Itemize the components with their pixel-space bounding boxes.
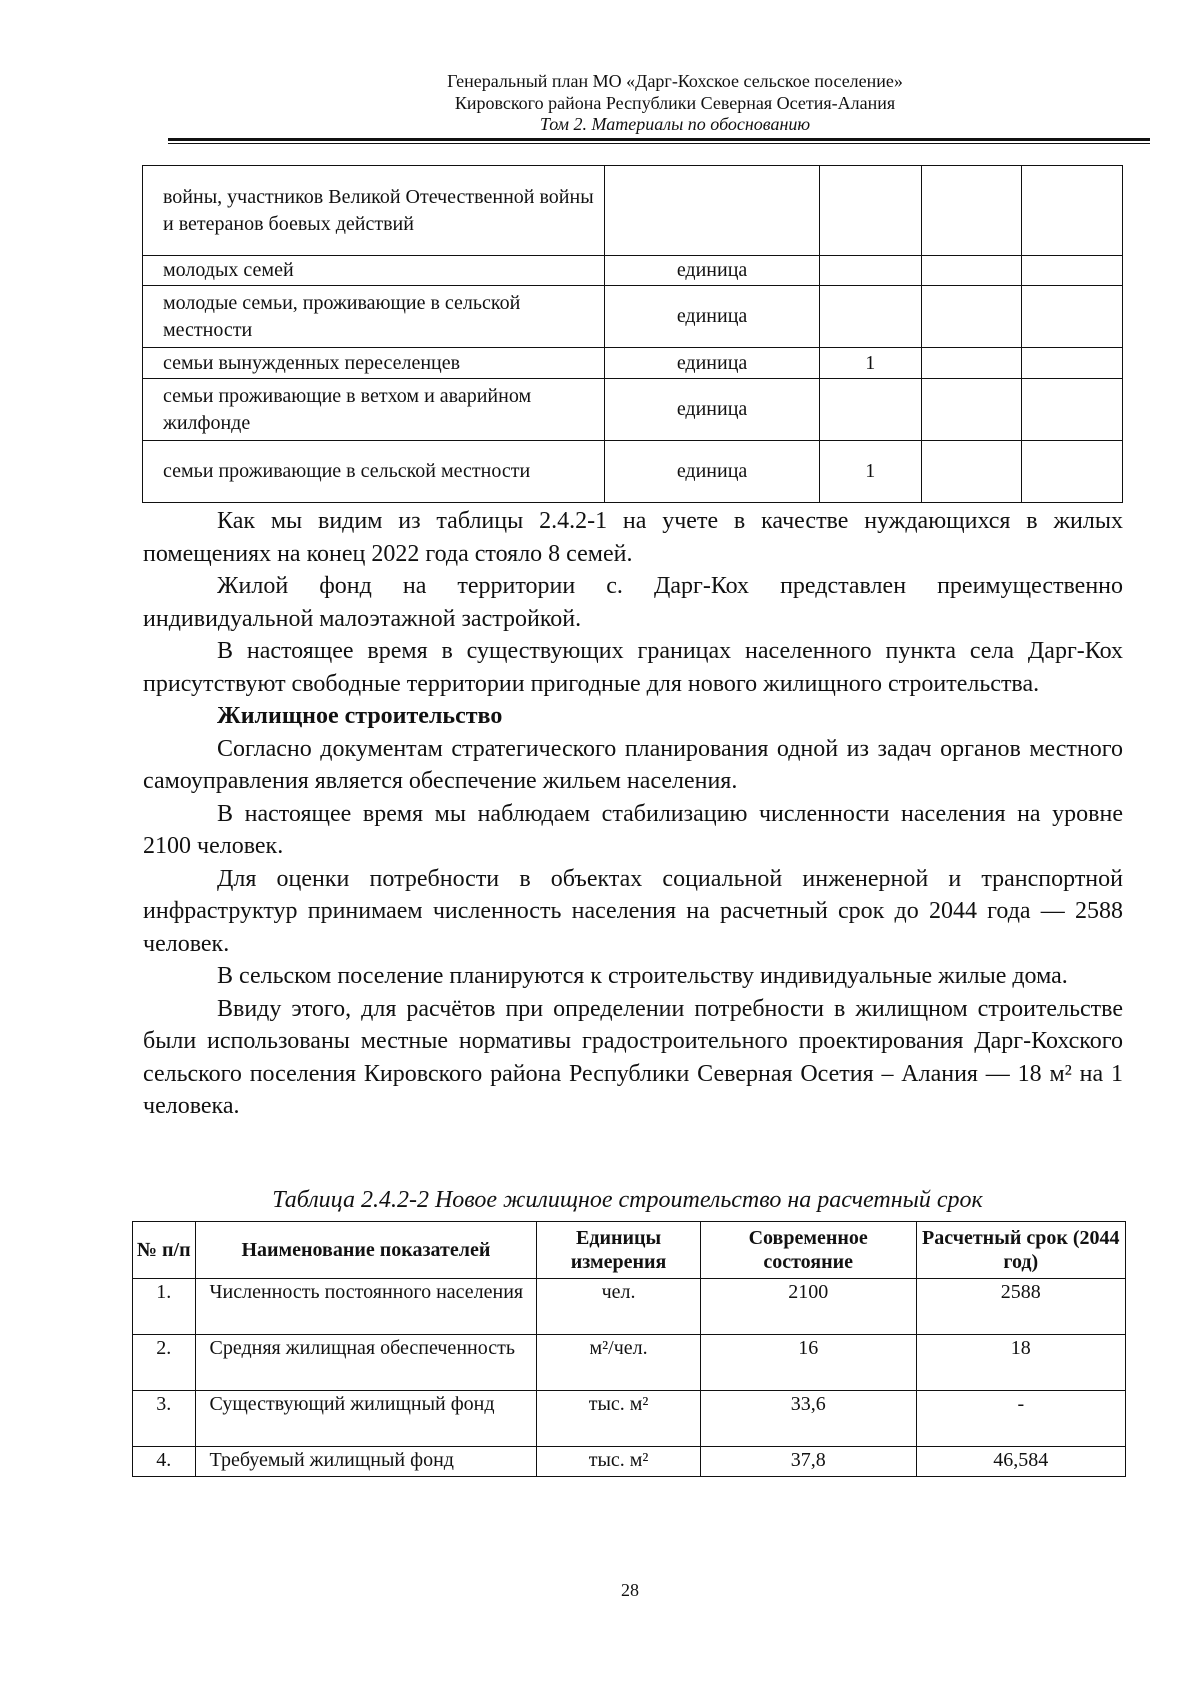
row-value-3 (1022, 441, 1123, 503)
row-num: 3. (133, 1391, 196, 1447)
paragraph: Как мы видим из таблицы 2.4.2-1 на учете в качестве нуждающихся в жилых помещениях на конец 2022 года стояло 8 семей. (143, 508, 1123, 567)
families-table (142, 165, 1123, 503)
header-name: Наименование показателей (195, 1222, 537, 1279)
table-row (143, 286, 1123, 348)
row-current: 33,6 (700, 1391, 916, 1447)
row-current: 16 (700, 1335, 916, 1391)
header-volume: Том 2. Материалы по обоснованию (539, 114, 811, 134)
row-unit: чел. (537, 1279, 701, 1335)
table-row (143, 256, 1123, 286)
row-planned: - (916, 1391, 1125, 1447)
paragraph: В сельском поселение планируются к строительству индивидуальные жилые дома. (217, 963, 1068, 989)
header-current: Современное состояние (700, 1222, 916, 1279)
housing-table (132, 1221, 1126, 1477)
row-unit: тыс. м² (537, 1391, 701, 1447)
row-value-1 (819, 256, 921, 286)
row-value-1: 1 (819, 441, 921, 503)
row-name: молодые семьи, проживающие в сельской местности (143, 286, 605, 348)
row-name: Численность постоянного населения (195, 1279, 537, 1335)
row-value-2 (921, 256, 1022, 286)
table-row (143, 379, 1123, 441)
table-row (133, 1335, 1126, 1391)
row-planned: 2588 (916, 1279, 1125, 1335)
row-unit (605, 166, 820, 256)
table-row (143, 166, 1123, 256)
row-name: семьи вынужденных переселенцев (143, 348, 605, 379)
header-rule-thick (168, 138, 1150, 141)
page-header (175, 70, 1175, 134)
row-unit: м²/чел. (537, 1335, 701, 1391)
row-name: семьи проживающие в сельской местности (143, 441, 605, 503)
row-planned: 18 (916, 1335, 1125, 1391)
row-num: 2. (133, 1335, 196, 1391)
row-value-1 (819, 286, 921, 348)
row-value-2 (921, 441, 1022, 503)
row-name: Средняя жилищная обеспеченность (195, 1335, 537, 1391)
paragraph: Ввиду этого, для расчётов при определении потребности в жилищном строительстве были использованы местные нормативы градостроительного проектирования Дарг-Кохского сельского поселения Кировского района Республики Северная Осетия – Алания — 18 м² на 1 человека. (143, 995, 1123, 1119)
row-value-2 (921, 348, 1022, 379)
body-text (143, 505, 1123, 1123)
row-current: 37,8 (700, 1447, 916, 1477)
row-num: 4. (133, 1447, 196, 1477)
row-name: войны, участников Великой Отечественной войны и ветеранов боевых действий (143, 166, 605, 256)
row-name: Требуемый жилищный фонд (195, 1447, 537, 1477)
row-value-3 (1022, 256, 1123, 286)
row-value-2 (921, 286, 1022, 348)
row-planned: 46,584 (916, 1447, 1125, 1477)
section-heading: Жилищное строительство (217, 703, 503, 729)
row-name: молодых семей (143, 256, 605, 286)
header-rule-thin (168, 143, 1150, 144)
row-value-3 (1022, 286, 1123, 348)
row-value-3 (1022, 166, 1123, 256)
row-num: 1. (133, 1279, 196, 1335)
row-value-1 (819, 166, 921, 256)
header-title: Генеральный план МО «Дарг-Кохское сельское поселение» (447, 71, 903, 91)
row-value-1: 1 (819, 348, 921, 379)
table-row (143, 348, 1123, 379)
paragraph: В настоящее время мы наблюдаем стабилизацию численности населения на уровне 2100 человек. (143, 800, 1123, 859)
row-unit: единица (605, 379, 820, 441)
table-caption: Таблица 2.4.2-2 Новое жилищное строительство на расчетный срок (272, 1187, 983, 1213)
row-value-1 (819, 379, 921, 441)
page-number: 28 (621, 1580, 639, 1600)
table-row (133, 1279, 1126, 1335)
table-header-row (133, 1222, 1126, 1279)
row-name: семьи проживающие в ветхом и аварийном жилфонде (143, 379, 605, 441)
row-value-3 (1022, 348, 1123, 379)
row-current: 2100 (700, 1279, 916, 1335)
table-row (143, 441, 1123, 503)
row-unit: единица (605, 441, 820, 503)
header-planned: Расчетный срок (2044 год) (916, 1222, 1125, 1279)
row-unit: тыс. м² (537, 1447, 701, 1477)
paragraph: Согласно документам стратегического планирования одной из задач органов местного самоуправления является обеспечение жильем населения. (143, 735, 1123, 794)
row-value-2 (921, 166, 1022, 256)
header-num: № п/п (133, 1222, 196, 1279)
table-row (133, 1391, 1126, 1447)
header-region: Кировского района Республики Северная Осетия-Алания (454, 93, 896, 113)
row-unit: единица (605, 348, 820, 379)
header-unit: Единицы измерения (537, 1222, 701, 1279)
paragraph: В настоящее время в существующих границах населенного пункта села Дарг-Кох присутствуют свободные территории пригодные для нового жилищного строительства. (143, 638, 1123, 697)
paragraph: Жилой фонд на территории с. Дарг-Кох представлен преимущественно индивидуальной малоэтажной застройкой. (143, 573, 1123, 632)
row-value-3 (1022, 379, 1123, 441)
row-unit: единица (605, 256, 820, 286)
row-unit: единица (605, 286, 820, 348)
paragraph: Для оценки потребности в объектах социальной инженерной и транспортной инфраструктур принимаем численность населения на расчетный срок до 2044 года — 2588 человек. (143, 865, 1123, 957)
row-name: Существующий жилищный фонд (195, 1391, 537, 1447)
row-value-2 (921, 379, 1022, 441)
table-row (133, 1447, 1126, 1477)
